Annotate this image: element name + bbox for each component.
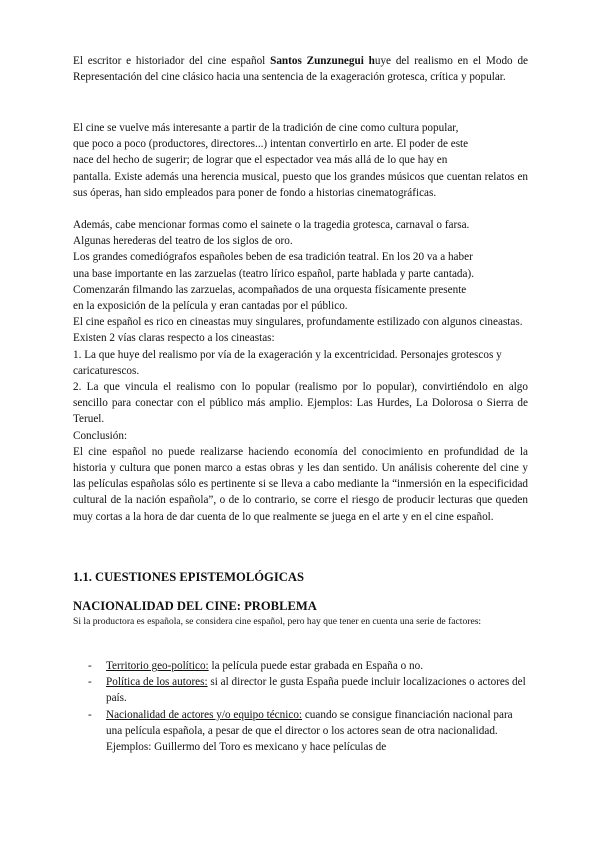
text-line: una base importante en las zarzuelas (teatro lírico español, parte hablada y parte cantada). <box>73 267 475 280</box>
text-line: en la exposición de la película y eran cantadas por el público. <box>73 300 348 313</box>
intro-paragraph <box>73 53 528 85</box>
list-text: si al director le gusta España puede incluir localizaciones o actores del país. <box>106 676 526 705</box>
text-line: El cine se vuelve más interesante a partir de la tradición de cine como cultura popular, <box>73 122 459 134</box>
section-heading: 1.1. CUESTIONES EPISTEMOLÓGICAS <box>73 570 304 584</box>
list-dash: - <box>88 660 92 672</box>
text-line: que poco a poco (productores, directores...) intentan convertirlo en arte. El poder de este <box>73 138 469 151</box>
text-line: 1. La que huye del realismo por vía de la exageración y la excentricidad. Personajes grotescos y caricaturescos. <box>73 348 502 377</box>
list-term: Política de los autores: <box>106 676 208 689</box>
list-term: Nacionalidad de actores y/o equipo técnico: <box>106 708 303 721</box>
list-text: cuando se consigue financiación nacional para una película española, a pesar de que el director o los actores sean de otra nacionalidad. Ejemplos: Guillermo del Toro es mexicano y hace películas de <box>106 708 513 754</box>
intro-text-end: uye del realismo en el Modo de Representación del cine clásico hacia una sentencia de la exageración grotesca, crítica y popular. <box>73 55 528 84</box>
text-line: Además, cabe mencionar formas como el sainete o la tragedia grotesca, carnaval o farsa. <box>73 219 470 231</box>
text-line: nace del hecho de sugerir; de lograr que el espectador vea más allá de lo que hay en <box>73 154 448 167</box>
list-term: Territorio geo-político: <box>106 660 209 672</box>
text-line: 2. La que vincula el realismo con lo popular (realismo por lo popular), convirtiéndolo en algo sencillo para conectar con el público más amplio. Ejemplos: Las Hurdes, La Dolorosa o Sierra de Teruel. <box>73 381 528 426</box>
list-item <box>88 707 528 756</box>
list-item <box>88 658 528 674</box>
intro-text-start: El escritor e historiador del cine español <box>73 55 271 67</box>
text-line: Existen 2 vías claras respecto a los cineastas: <box>73 332 275 345</box>
author-name: Santos Zunzunegui h <box>270 55 375 67</box>
paragraph-cultura-popular <box>73 120 528 201</box>
paragraph-tradicion-teatral <box>73 217 528 525</box>
text-line: Algunas herederas del teatro de los siglos de oro. <box>73 235 293 248</box>
conclusion-label: Conclusión: <box>73 429 128 442</box>
list-text: la película puede estar grabada en España o no. <box>208 660 424 672</box>
list-dash: - <box>88 708 92 721</box>
factor-list <box>88 658 528 755</box>
text-line: El cine español es rico en cineastas muy singulares, profundamente estilizado con algunos cineastas. <box>73 316 523 329</box>
conclusion-text: El cine español no puede realizarse haciendo economía del conocimiento en profundidad de la historia y cultura que ponen marco a estas obras y les dan sentido. Un análisis coherente del cine y las películas españolas sólo es pertinente si se lleva a cabo mediante la “inmersión en la especificidad cultural de la nación española”, o de lo contrario, se corre el riesgo de producir lecturas que queden muy cortas a la hora de dar cuenta de lo que realmente se juega en el arte y en el cine español. <box>73 445 528 523</box>
list-item <box>88 674 528 706</box>
text-line: pantalla. Existe además una herencia musical, puesto que los grandes músicos que cuentan relatos en sus óperas, han sido empleados para poner de fondo a historias cinematográficas. <box>73 170 528 199</box>
subsection-heading: NACIONALIDAD DEL CINE: PROBLEMA <box>73 599 317 613</box>
intro-note: Si la productora es española, se considera cine español, pero hay que tener en cuenta una serie de factores: <box>73 616 482 627</box>
text-line: Comenzarán filmando las zarzuelas, acompañados de una orquesta físicamente presente <box>73 283 467 296</box>
text-line: Los grandes comediógrafos españoles beben de esa tradición teatral. En los 20 va a haber <box>73 251 473 264</box>
list-dash: - <box>88 676 92 689</box>
